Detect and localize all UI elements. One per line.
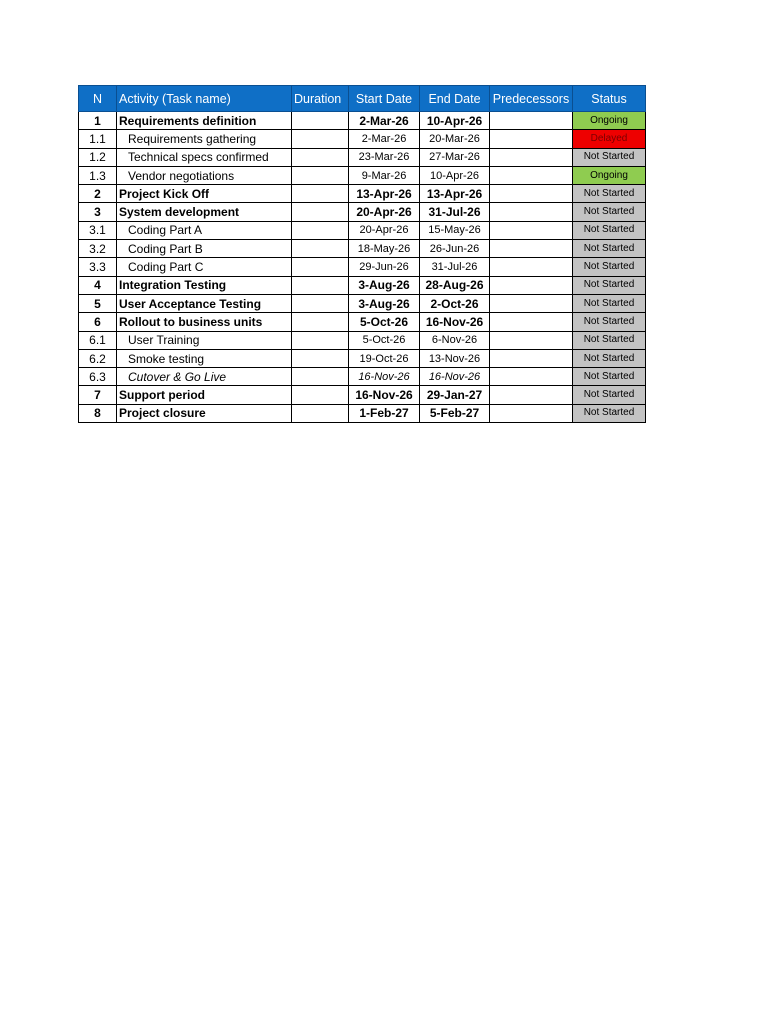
table-row (79, 368, 646, 386)
task-rows (79, 112, 646, 423)
start-date-cell: 3-Aug-26 (349, 294, 420, 312)
header-end-date: End Date (420, 86, 490, 112)
predecessors-cell (490, 294, 573, 312)
status-cell: Not Started (573, 404, 646, 422)
status-cell: Not Started (573, 185, 646, 203)
duration-cell (292, 313, 349, 331)
task-name-cell: Integration Testing (117, 276, 292, 294)
predecessors-cell (490, 185, 573, 203)
task-name-cell: User Training (117, 331, 292, 349)
task-name-cell: Coding Part A (117, 221, 292, 239)
task-number-cell: 1.3 (79, 166, 117, 184)
task-number-cell: 2 (79, 185, 117, 203)
duration-cell (292, 349, 349, 367)
predecessors-cell (490, 112, 573, 130)
task-number-cell: 1.2 (79, 148, 117, 166)
predecessors-cell (490, 148, 573, 166)
table-row (79, 276, 646, 294)
task-number-cell: 7 (79, 386, 117, 404)
status-cell: Not Started (573, 148, 646, 166)
end-date-cell: 13-Nov-26 (420, 349, 490, 367)
start-date-cell: 16-Nov-26 (349, 368, 420, 386)
task-name-cell: Coding Part C (117, 258, 292, 276)
status-cell: Not Started (573, 240, 646, 258)
task-number-cell: 4 (79, 276, 117, 294)
task-name-cell: Cutover & Go Live (117, 368, 292, 386)
header-status: Status (573, 86, 646, 112)
end-date-cell: 16-Nov-26 (420, 313, 490, 331)
status-cell: Not Started (573, 331, 646, 349)
table-row (79, 294, 646, 312)
duration-cell (292, 276, 349, 294)
duration-cell (292, 240, 349, 258)
project-schedule-sheet (78, 85, 646, 423)
table-row (79, 240, 646, 258)
table-row (79, 203, 646, 221)
predecessors-cell (490, 221, 573, 239)
task-number-cell: 1.1 (79, 130, 117, 148)
task-number-cell: 1 (79, 112, 117, 130)
predecessors-cell (490, 404, 573, 422)
table-row (79, 258, 646, 276)
predecessors-cell (490, 313, 573, 331)
start-date-cell: 2-Mar-26 (349, 112, 420, 130)
duration-cell (292, 112, 349, 130)
start-date-cell: 18-May-26 (349, 240, 420, 258)
end-date-cell: 26-Jun-26 (420, 240, 490, 258)
end-date-cell: 13-Apr-26 (420, 185, 490, 203)
task-name-cell: System development (117, 203, 292, 221)
duration-cell (292, 258, 349, 276)
duration-cell (292, 294, 349, 312)
task-name-cell: Coding Part B (117, 240, 292, 258)
status-cell: Not Started (573, 294, 646, 312)
status-cell: Not Started (573, 386, 646, 404)
header-activity: Activity (Task name) (117, 86, 292, 112)
start-date-cell: 20-Apr-26 (349, 203, 420, 221)
task-number-cell: 8 (79, 404, 117, 422)
task-number-cell: 5 (79, 294, 117, 312)
task-name-cell: Requirements definition (117, 112, 292, 130)
duration-cell (292, 130, 349, 148)
predecessors-cell (490, 130, 573, 148)
start-date-cell: 3-Aug-26 (349, 276, 420, 294)
duration-cell (292, 331, 349, 349)
table-row (79, 313, 646, 331)
start-date-cell: 5-Oct-26 (349, 331, 420, 349)
status-cell: Not Started (573, 349, 646, 367)
predecessors-cell (490, 349, 573, 367)
table-row (79, 185, 646, 203)
predecessors-cell (490, 368, 573, 386)
start-date-cell: 20-Apr-26 (349, 221, 420, 239)
table-row (79, 130, 646, 148)
status-cell: Not Started (573, 203, 646, 221)
task-name-cell: Requirements gathering (117, 130, 292, 148)
table-row (79, 349, 646, 367)
task-number-cell: 3.2 (79, 240, 117, 258)
table-row (79, 386, 646, 404)
task-name-cell: Project closure (117, 404, 292, 422)
table-row (79, 331, 646, 349)
task-number-cell: 6 (79, 313, 117, 331)
predecessors-cell (490, 203, 573, 221)
task-number-cell: 3.3 (79, 258, 117, 276)
table-row (79, 166, 646, 184)
end-date-cell: 16-Nov-26 (420, 368, 490, 386)
start-date-cell: 5-Oct-26 (349, 313, 420, 331)
duration-cell (292, 166, 349, 184)
end-date-cell: 28-Aug-26 (420, 276, 490, 294)
status-cell: Not Started (573, 258, 646, 276)
end-date-cell: 27-Mar-26 (420, 148, 490, 166)
end-date-cell: 5-Feb-27 (420, 404, 490, 422)
start-date-cell: 23-Mar-26 (349, 148, 420, 166)
duration-cell (292, 368, 349, 386)
duration-cell (292, 386, 349, 404)
status-cell: Not Started (573, 221, 646, 239)
end-date-cell: 6-Nov-26 (420, 331, 490, 349)
task-number-cell: 3.1 (79, 221, 117, 239)
status-cell: Not Started (573, 368, 646, 386)
task-name-cell: Technical specs confirmed (117, 148, 292, 166)
start-date-cell: 1-Feb-27 (349, 404, 420, 422)
predecessors-cell (490, 166, 573, 184)
task-name-cell: User Acceptance Testing (117, 294, 292, 312)
end-date-cell: 2-Oct-26 (420, 294, 490, 312)
table-row (79, 404, 646, 422)
duration-cell (292, 185, 349, 203)
end-date-cell: 15-May-26 (420, 221, 490, 239)
duration-cell (292, 203, 349, 221)
end-date-cell: 10-Apr-26 (420, 112, 490, 130)
start-date-cell: 2-Mar-26 (349, 130, 420, 148)
task-name-cell: Vendor negotiations (117, 166, 292, 184)
start-date-cell: 13-Apr-26 (349, 185, 420, 203)
task-name-cell: Support period (117, 386, 292, 404)
header-predecessors: Predecessors (490, 86, 573, 112)
duration-cell (292, 148, 349, 166)
end-date-cell: 20-Mar-26 (420, 130, 490, 148)
duration-cell (292, 404, 349, 422)
end-date-cell: 31-Jul-26 (420, 203, 490, 221)
task-number-cell: 6.1 (79, 331, 117, 349)
header-duration: Duration (292, 86, 349, 112)
predecessors-cell (490, 276, 573, 294)
start-date-cell: 19-Oct-26 (349, 349, 420, 367)
task-number-cell: 3 (79, 203, 117, 221)
header-n: N (79, 86, 117, 112)
task-number-cell: 6.3 (79, 368, 117, 386)
project-schedule-table (78, 85, 646, 423)
task-name-cell: Rollout to business units (117, 313, 292, 331)
duration-cell (292, 221, 349, 239)
end-date-cell: 10-Apr-26 (420, 166, 490, 184)
status-cell: Not Started (573, 276, 646, 294)
table-row (79, 148, 646, 166)
end-date-cell: 29-Jan-27 (420, 386, 490, 404)
end-date-cell: 31-Jul-26 (420, 258, 490, 276)
predecessors-cell (490, 331, 573, 349)
start-date-cell: 9-Mar-26 (349, 166, 420, 184)
header-row (79, 86, 646, 112)
status-cell: Delayed (573, 130, 646, 148)
task-name-cell: Smoke testing (117, 349, 292, 367)
status-cell: Not Started (573, 313, 646, 331)
predecessors-cell (490, 386, 573, 404)
task-name-cell: Project Kick Off (117, 185, 292, 203)
table-row (79, 221, 646, 239)
predecessors-cell (490, 240, 573, 258)
table-row (79, 112, 646, 130)
status-cell: Ongoing (573, 112, 646, 130)
start-date-cell: 29-Jun-26 (349, 258, 420, 276)
header-start-date: Start Date (349, 86, 420, 112)
predecessors-cell (490, 258, 573, 276)
task-number-cell: 6.2 (79, 349, 117, 367)
status-cell: Ongoing (573, 166, 646, 184)
start-date-cell: 16-Nov-26 (349, 386, 420, 404)
